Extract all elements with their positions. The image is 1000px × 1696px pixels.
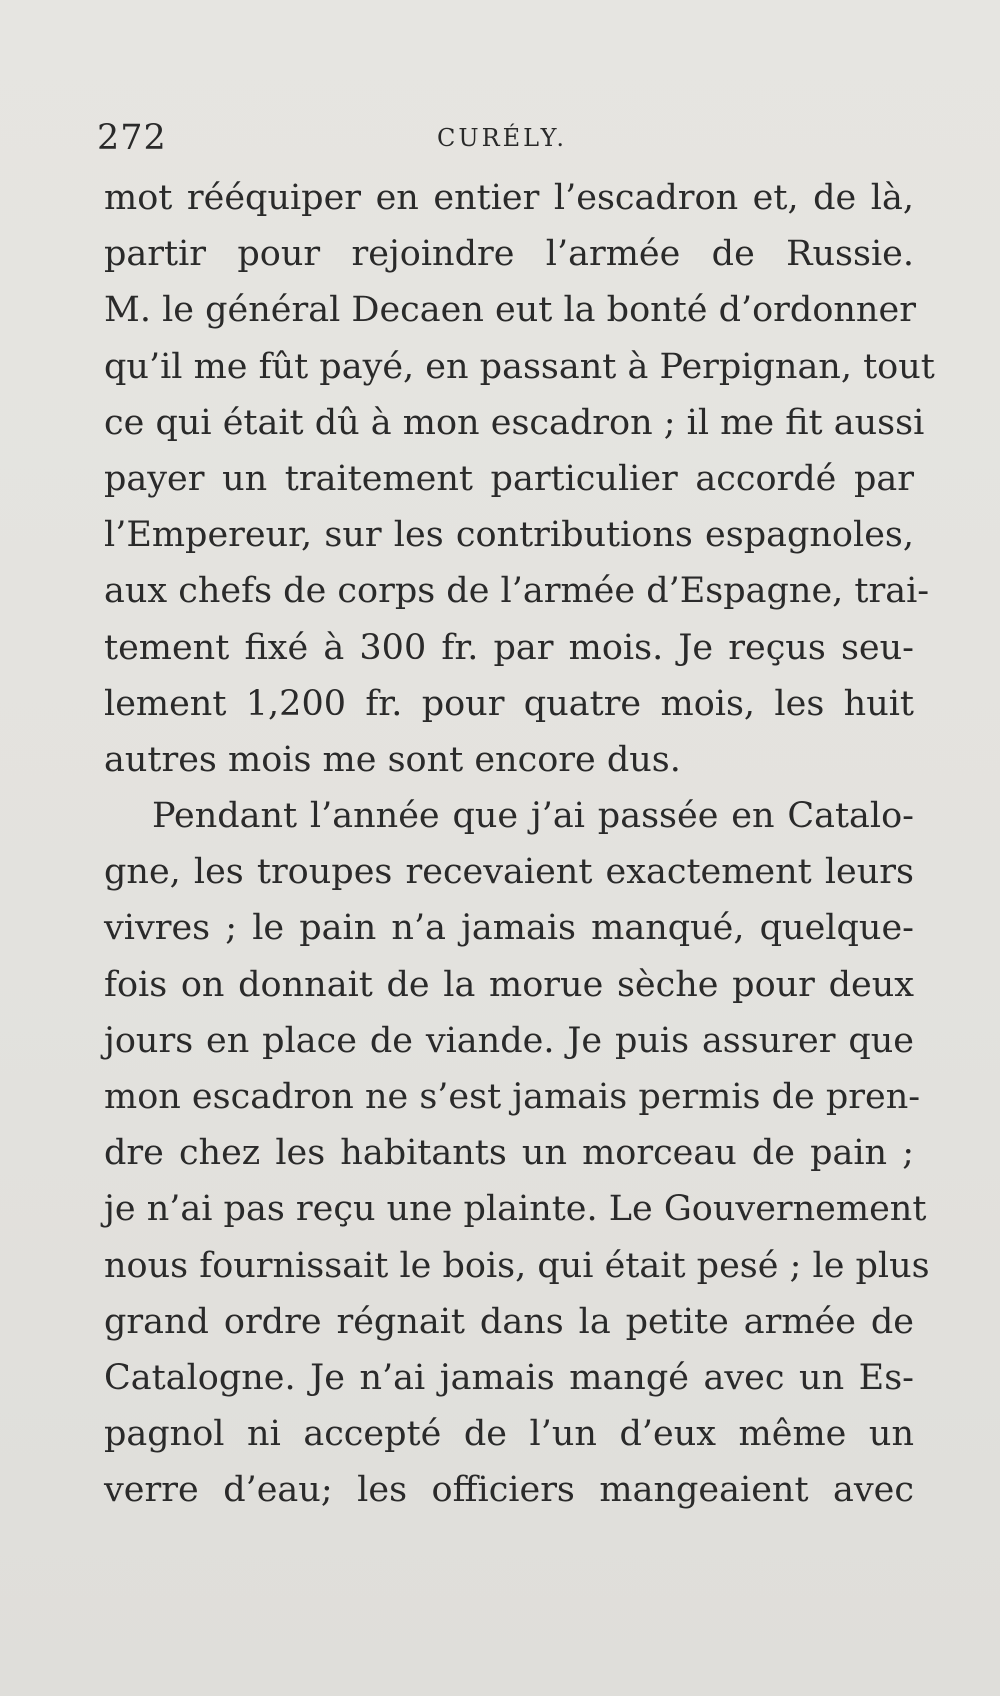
text-line: je n’ai pas reçu une plainte. Le Gouvernement	[104, 1189, 927, 1230]
body-text	[104, 170, 935, 1519]
running-head: CURÉLY.	[437, 124, 567, 152]
text-line: ce qui était dû à mon escadron ; il me fit aussi	[104, 402, 925, 443]
text-line: tement fixé à 300 fr. par mois. Je reçus seu-	[104, 627, 914, 668]
text-line: verre d’eau; les officiers mangeaient avec	[104, 1470, 914, 1511]
text-line: jours en place de viande. Je puis assurer que	[104, 1020, 914, 1061]
text-line: payer un traitement particulier accordé par	[104, 458, 914, 499]
page-number: 272	[97, 118, 167, 158]
text-line: gne, les troupes recevaient exactement leurs	[104, 852, 914, 893]
text-line: Pendant l’année que j’ai passée en Catalo-	[152, 796, 914, 837]
text-line: Catalogne. Je n’ai jamais mangé avec un Es-	[104, 1357, 914, 1398]
text-line: mot rééquiper en entier l’escadron et, de là,	[104, 178, 914, 218]
text-line: qu’il me fût payé, en passant à Perpignan, tout	[104, 346, 935, 387]
text-line: vivres ; le pain n’a jamais manqué, quelque-	[104, 908, 914, 949]
text-line: dre chez les habitants un morceau de pain ;	[104, 1133, 914, 1174]
text-line: lement 1,200 fr. pour quatre mois, les huit	[104, 683, 914, 724]
page-header	[97, 116, 909, 160]
text-line: partir pour rejoindre l’armée de Russie.	[104, 234, 914, 275]
text-line: mon escadron ne s’est jamais permis de pren-	[104, 1077, 921, 1117]
text-line: grand ordre régnait dans la petite armée de	[104, 1301, 914, 1342]
text-line: aux chefs de corps de l’armée d’Espagne, trai-	[104, 571, 930, 612]
text-line: fois on donnait de la morue sèche pour deux	[104, 964, 914, 1005]
text-line: nous fournissait le bois, qui était pesé ; le plus	[104, 1245, 930, 1286]
text-line: autres mois me sont encore dus.	[104, 739, 681, 780]
text-line: pagnol ni accepté de l’un d’eux même un	[104, 1414, 914, 1455]
text-line: l’Empereur, sur les contributions espagnoles,	[104, 515, 914, 556]
text-line: M. le général Decaen eut la bonté d’ordonner	[104, 290, 916, 331]
